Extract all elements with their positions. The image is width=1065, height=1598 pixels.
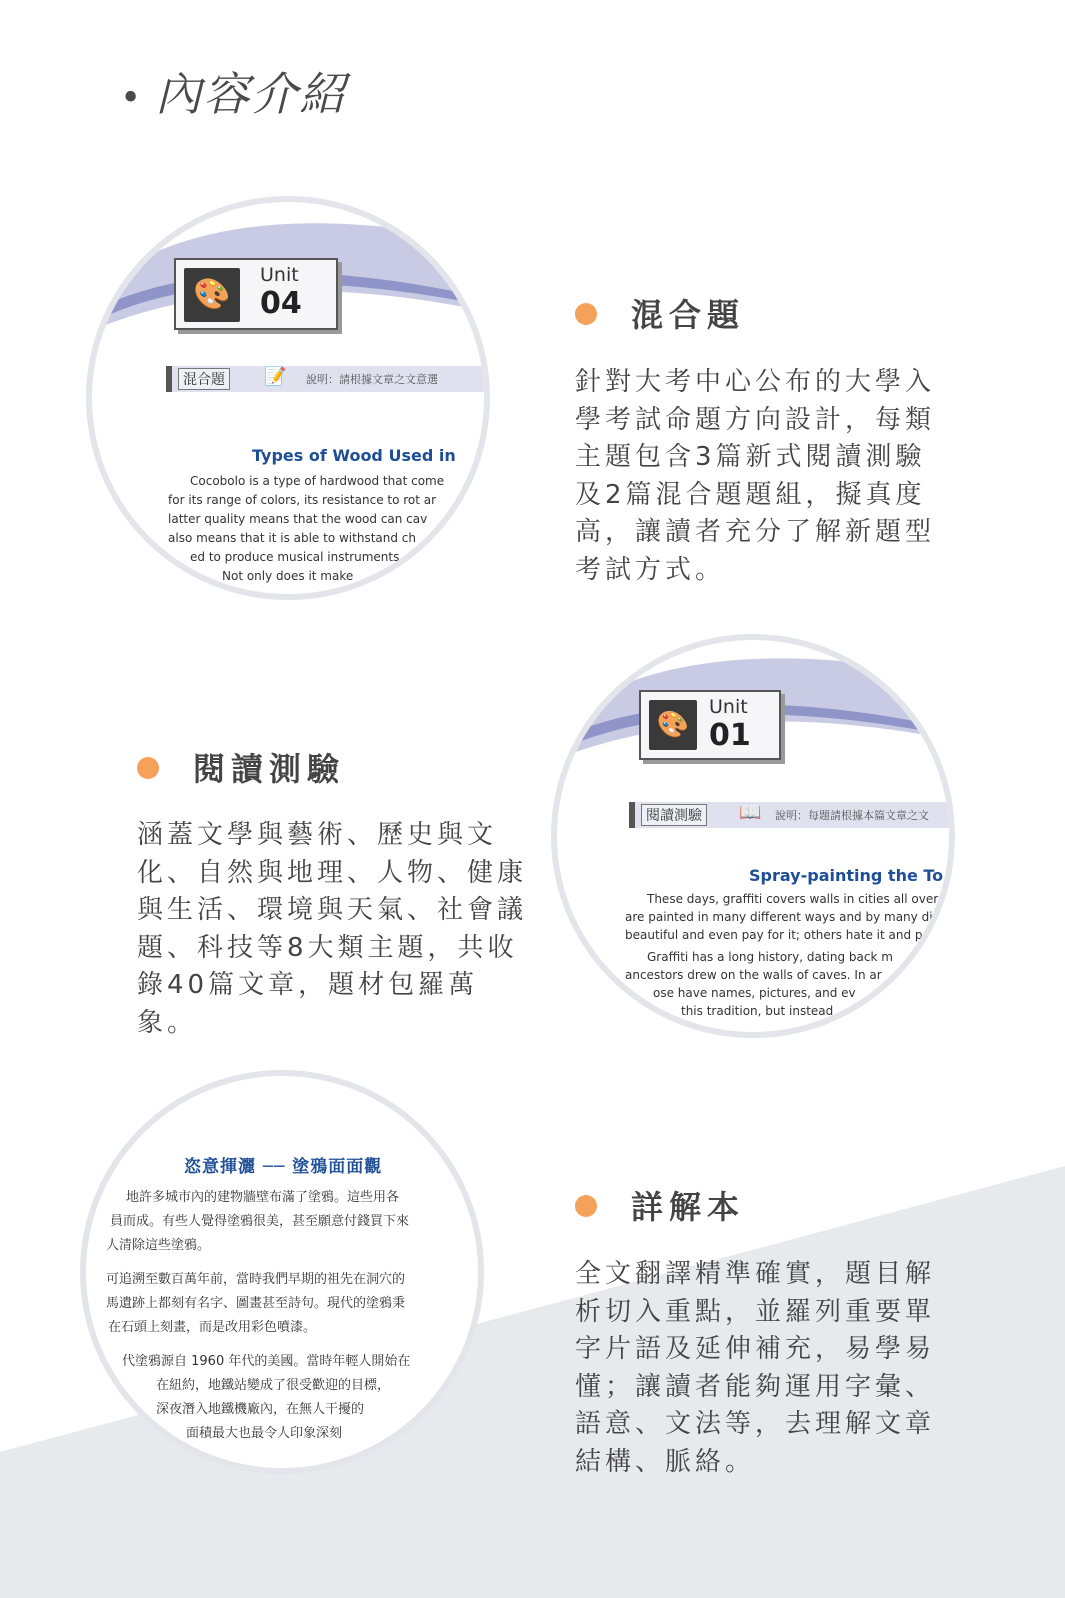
palette-icon: 🎨: [184, 268, 240, 322]
article-line: ed to produce musical instruments: [190, 550, 400, 564]
article-line: beautiful and even pay for it; others hate it and pay: [625, 928, 937, 942]
article-line: Not only does it make: [222, 569, 354, 583]
section-body-reading: 涵蓋文學與藝術、歷史與文化、自然與地理、人物、健康與生活、環境與天氣、社會議題、科技等8大類主題，共收錄40篇文章，題材包羅萬象。: [137, 820, 528, 1038]
section-body-answer-key: 全文翻譯精準確實，題目解析切入重點，並羅列重要單字片語及延伸補充，易學易懂；讓讀者能夠運用字彙、語意、文法等，去理解文章結構、脈絡。: [575, 1259, 936, 1477]
book-pencil-icon: 📖: [739, 802, 762, 823]
translation-line: 馬遺跡上都刻有名字、圖畫甚至詩句。現代的塗鴉秉: [106, 1296, 406, 1311]
translation-line: 面積最大也最令人印象深刻: [186, 1426, 343, 1441]
unit-label: Unit: [260, 264, 299, 286]
section-body-mixed: 針對大考中心公布的大學入學考試命題方向設計，每類主題包含3篇新式閱讀測驗及2篇混合題題組，擬真度高，讓讀者充分了解新題型考試方式。: [575, 367, 936, 585]
article-title: Types of Wood Used in: [252, 446, 456, 465]
section-ribbon: [166, 366, 490, 392]
preview-circle-unit-01: [551, 634, 955, 1038]
unit-card: [639, 690, 781, 760]
translation-title: 恣意揮灑 ── 塗鴉面面觀: [184, 1157, 383, 1177]
translation-line: 地許多城市內的建物牆壁布滿了塗鴉。這些用各: [126, 1190, 400, 1205]
unit-card: [174, 258, 338, 330]
pencil-form-icon: 📝: [264, 366, 287, 387]
preview-circle-unit-04: [86, 196, 490, 600]
section-heading-reading: 閱讀測驗: [137, 744, 345, 790]
unit-number: 04: [260, 286, 302, 321]
article-line: also means that it is able to withstand ch: [168, 531, 417, 545]
section-heading-mixed: 混合題: [575, 290, 745, 336]
bullet-dot-icon: [575, 1195, 597, 1217]
article-line: Graffiti has a long history, dating back m: [647, 950, 893, 964]
article-line: Cocobolo is a type of hardwood that come: [190, 474, 445, 488]
article-line: this tradition, but instead: [681, 1004, 834, 1018]
translation-line: 在紐約，地鐵站變成了很受歡迎的目標，: [156, 1378, 391, 1393]
translation-line: 在石頭上刻畫，而是改用彩色噴漆。: [108, 1320, 317, 1335]
article-line: latter quality means that the wood can cav: [168, 512, 428, 526]
bullet-dot-icon: [575, 303, 597, 325]
ribbon-note: 說明：請根據文章之文意選: [306, 373, 438, 386]
ribbon-tag: 閱讀測驗: [641, 804, 707, 826]
preview-circle-translation: [80, 1070, 484, 1474]
article-line: for its range of colors, its resistance to rot ar: [168, 493, 437, 507]
translation-line: 人清除這些塗鴉。: [106, 1238, 211, 1253]
ribbon-note: 說明：每題請根據本篇文章之文: [775, 809, 929, 822]
unit-label: Unit: [709, 696, 748, 718]
translation-line: 代塗鴉源自 1960 年代的美國。當時年輕人開始在: [122, 1354, 411, 1369]
translation-line: 員而成。有些人覺得塗鴉很美，甚至願意付錢買下來: [110, 1214, 410, 1229]
page-title: • 內容介紹: [120, 67, 348, 121]
article-title: Spray-painting the To: [749, 866, 944, 885]
section-heading-answer-key: 詳解本: [575, 1182, 745, 1228]
palette-icon: 🎨: [649, 700, 697, 750]
article-line: These days, graffiti covers walls in cities all over: [647, 892, 939, 906]
bullet-dot-icon: [137, 757, 159, 779]
section-ribbon: [629, 802, 955, 828]
article-line: ancestors drew on the walls of caves. In ar: [625, 968, 882, 982]
translation-line: 深夜潛入地鐵機廠內，在無人干擾的: [156, 1402, 365, 1417]
article-line: ose have names, pictures, and ev: [653, 986, 856, 1000]
unit-number: 01: [709, 718, 751, 753]
ribbon-tag: 混合題: [178, 368, 230, 390]
article-line: are painted in many different ways and by many dif: [625, 910, 937, 924]
translation-line: 可追溯至數百萬年前，當時我們早期的祖先在洞穴的: [106, 1272, 406, 1287]
